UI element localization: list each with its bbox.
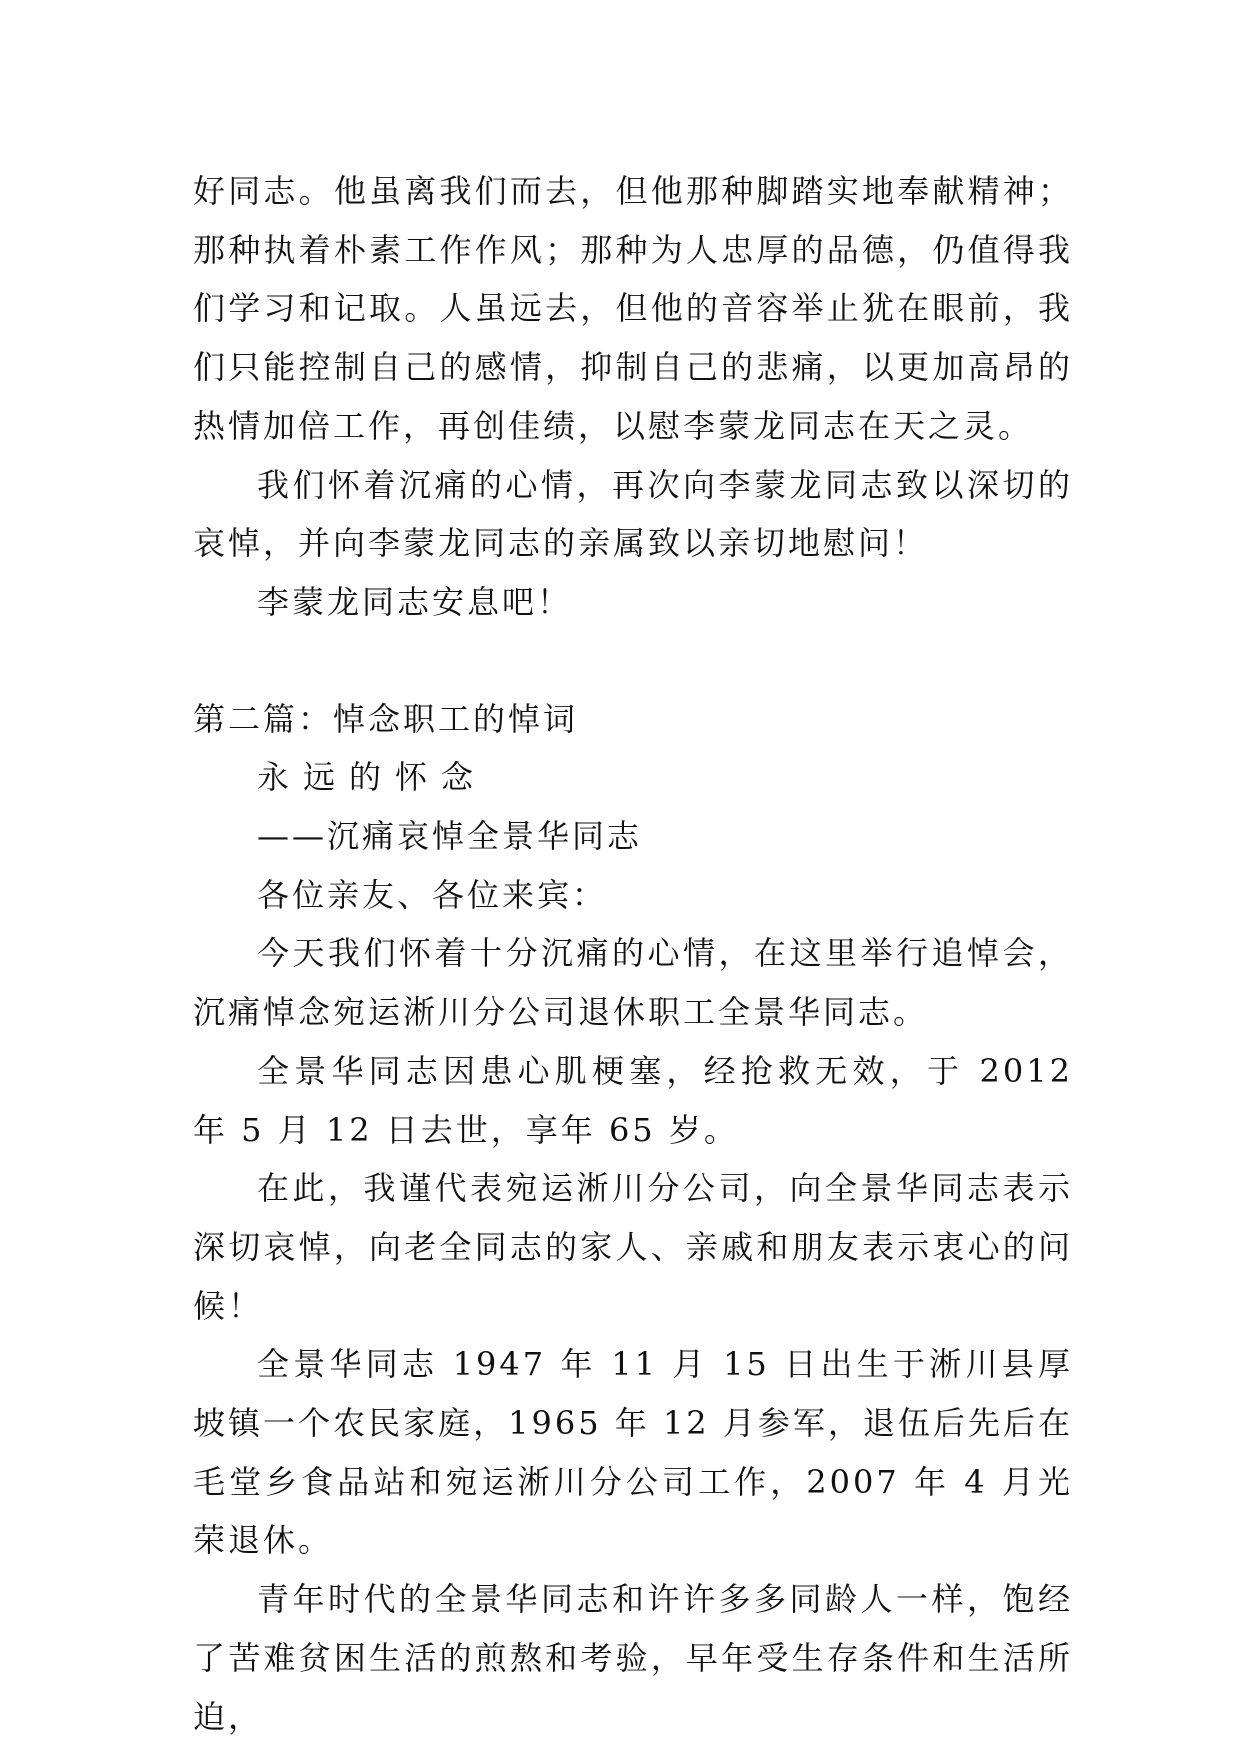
paragraph-representation: 在此，我谨代表宛运淅川分公司，向全景华同志表示深切哀悼，向老全同志的家人、亲戚和朋友表示衷心的问候！ [193, 1169, 1073, 1325]
salutation: 各位亲友、各位来宾： [257, 875, 608, 914]
paragraph-continued: 好同志。他虽离我们而去，但他那种脚踏实地奉献精神；那种执着朴素工作作风；那种为人忠厚的品德，仍值得我们学习和记取。人虽远去，但他的音容举止犹在眼前，我们只能控制自己的感情，抑制自己的悲痛，以更加高昂的热情加倍工作，再创佳绩，以慰李蒙龙同志在天之灵。 [193, 172, 1073, 445]
paragraph-farewell: 李蒙龙同志安息吧！ [257, 582, 573, 621]
document-body [193, 162, 1073, 1746]
eulogy-title: 永远的怀念 [257, 758, 488, 797]
eulogy-subtitle: ——沉痛哀悼全景华同志 [257, 817, 643, 856]
paragraph-death-notice: 全景华同志因患心肌梗塞，经抢救无效，于 2012 年 5 月 12 日去世，享年 65 岁。 [193, 1051, 1073, 1149]
section-heading: 第二篇：悼念职工的悼词 [193, 699, 579, 738]
paragraph-youth: 青年时代的全景华同志和许许多多同龄人一样，饱经了苦难贫困生活的煎熬和考验，早年受生存条件和生活所迫， [193, 1580, 1073, 1736]
paragraph-condolence: 我们怀着沉痛的心情，再次向李蒙龙同志致以深切的哀悼，并向李蒙龙同志的亲属致以亲切地慰问！ [193, 465, 1073, 563]
paragraph-biography: 全景华同志 1947 年 11 月 15 日出生于淅川县厚坡镇一个农民家庭，1965 年 12 月参军，退伍后先后在毛堂乡食品站和宛运淅川分公司工作，2007 年 4 月光荣退休。 [193, 1345, 1073, 1560]
paragraph-opening: 今天我们怀着十分沉痛的心情，在这里举行追悼会，沉痛悼念宛运淅川分公司退休职工全景华同志。 [193, 934, 1073, 1032]
